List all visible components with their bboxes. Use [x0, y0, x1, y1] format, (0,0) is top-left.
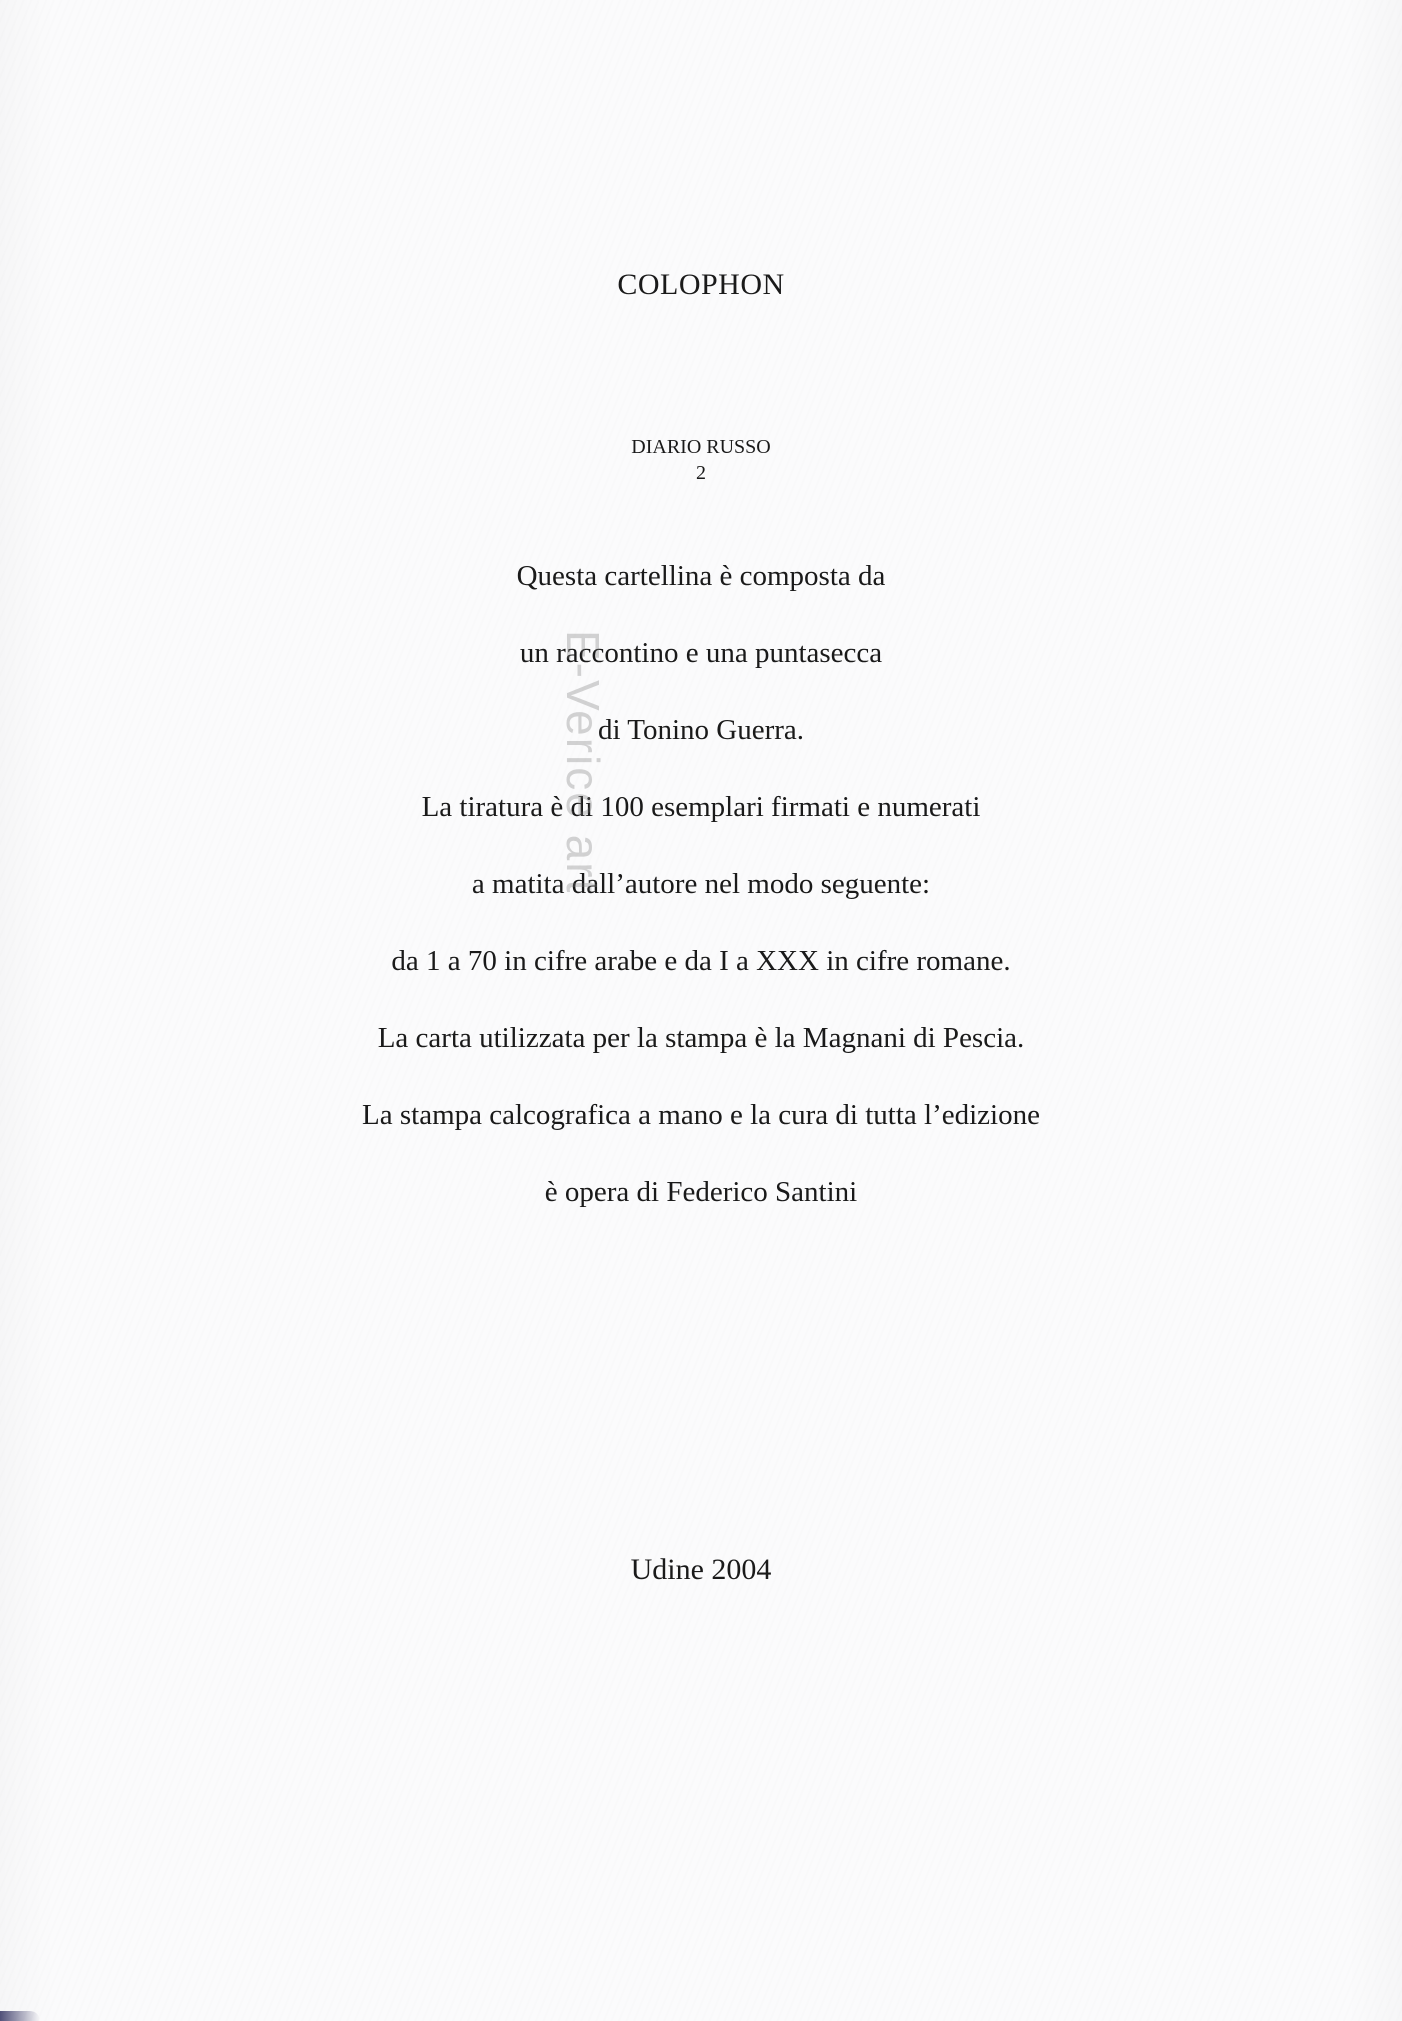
- text-line: un raccontino e una puntasecca: [519, 637, 883, 669]
- watermark-text: E-Verice art: [557, 630, 609, 895]
- text-line: La tiratura è di 100 esemplari firmati e numerati: [421, 791, 981, 823]
- text-line: La stampa calcografica a mano e la cura di tutta l’edizione: [362, 1099, 1040, 1131]
- text-line: La carta utilizzata per la stampa è la Magnani di Pescia.: [377, 1022, 1025, 1054]
- place-date: Udine 2004: [630, 1553, 772, 1586]
- colophon-heading: COLOPHON: [617, 268, 785, 301]
- text-line: a matita dall’autore nel modo seguente:: [471, 868, 931, 900]
- corner-shadow: [0, 2011, 40, 2021]
- series-title: DIARIO RUSSO: [631, 436, 771, 458]
- series-number: 2: [696, 462, 706, 484]
- text-line: di Tonino Guerra.: [597, 714, 805, 746]
- text-line: da 1 a 70 in cifre arabe e da I a XXX in cifre romane.: [391, 945, 1011, 977]
- colophon-text: [0, 556, 1402, 1249]
- text-line: è opera di Federico Santini: [544, 1176, 858, 1208]
- text-line: Questa cartellina è composta da: [516, 560, 886, 592]
- series-block: [0, 434, 1402, 486]
